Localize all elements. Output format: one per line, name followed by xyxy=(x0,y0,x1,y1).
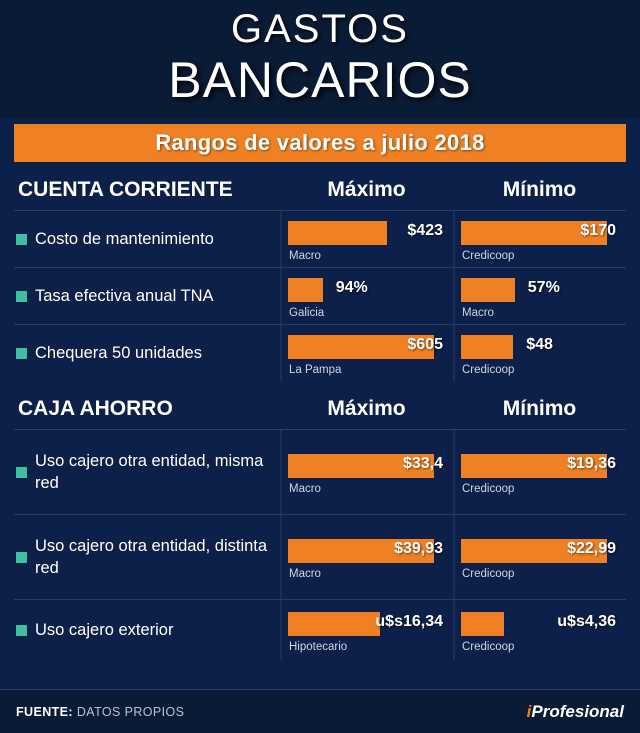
section-spacer xyxy=(0,381,640,389)
bar-value-max: $423 xyxy=(407,222,443,239)
bar-min xyxy=(461,278,515,302)
bar-value-max: 94% xyxy=(335,279,368,296)
row-label-cell xyxy=(14,268,280,324)
subtitle-text: Rangos de valores a julio 2018 xyxy=(155,130,485,155)
row-label-cell xyxy=(14,600,280,660)
column-header-max: Máximo xyxy=(327,397,406,420)
row-label: Uso cajero otra entidad, misma red xyxy=(35,452,264,492)
page-title-line1: GASTOS xyxy=(231,7,409,51)
brand-logo-i: i xyxy=(526,701,532,721)
bar-source-max: Macro xyxy=(289,568,321,580)
table-row xyxy=(14,325,626,381)
bar-value-min: $48 xyxy=(526,336,553,353)
bar-value-max: $33,4 xyxy=(402,455,443,472)
header xyxy=(0,0,640,118)
bar-container xyxy=(461,334,620,360)
bullet-icon xyxy=(16,467,27,478)
row-min-cell xyxy=(453,600,626,660)
section-rows-caja-ahorro xyxy=(14,430,626,660)
bullet-icon xyxy=(16,625,27,636)
bar-source-min: Credicoop xyxy=(462,364,515,376)
table-row xyxy=(14,600,626,660)
table-row xyxy=(14,268,626,325)
row-min-cell xyxy=(453,211,626,267)
bar-source-min: Credicoop xyxy=(462,568,515,580)
row-label: Costo de mantenimiento xyxy=(35,230,214,248)
row-max-cell xyxy=(280,430,453,514)
row-label-cell xyxy=(14,325,280,381)
table-row xyxy=(14,211,626,268)
band-spacer xyxy=(0,162,640,170)
bar-max xyxy=(288,221,387,245)
bar-value-max: u$s16,34 xyxy=(375,613,443,630)
brand-logo-rest: Profesional xyxy=(531,701,624,721)
bar-container xyxy=(461,453,620,479)
bar-source-min: Credicoop xyxy=(462,250,515,262)
bar-container xyxy=(288,277,447,303)
row-label-cell xyxy=(14,211,280,267)
source-note xyxy=(16,705,184,719)
row-label-cell xyxy=(14,515,280,599)
bar-source-max: Galicia xyxy=(289,307,325,319)
source-value: DATOS PROPIOS xyxy=(76,704,185,719)
table-row xyxy=(14,515,626,600)
row-min-cell xyxy=(453,515,626,599)
bar-container xyxy=(288,220,447,246)
table-row xyxy=(14,430,626,515)
section-rows-cuenta-corriente xyxy=(14,211,626,381)
bar-source-max: Macro xyxy=(289,483,321,495)
row-max-cell xyxy=(280,211,453,267)
section-title: CAJA AHORRO xyxy=(18,397,173,420)
bar-container xyxy=(288,538,447,564)
bar-min xyxy=(461,612,504,636)
source-label: FUENTE: xyxy=(16,704,73,719)
subtitle-band xyxy=(14,124,626,162)
bar-min xyxy=(461,335,513,359)
row-min-cell xyxy=(453,430,626,514)
bar-value-max: $605 xyxy=(407,336,443,353)
bar-value-min: $22,99 xyxy=(567,540,616,557)
bar-source-max: Hipotecario xyxy=(289,641,348,653)
section-title: CUENTA CORRIENTE xyxy=(18,178,233,201)
row-max-cell xyxy=(280,325,453,381)
row-max-cell xyxy=(280,268,453,324)
row-min-cell xyxy=(453,268,626,324)
section-header-cuenta-corriente xyxy=(14,170,626,211)
row-label-cell xyxy=(14,430,280,514)
bar-max xyxy=(288,278,323,302)
bar-source-min: Credicoop xyxy=(462,641,515,653)
row-label: Uso cajero otra entidad, distinta red xyxy=(35,537,268,577)
bullet-icon xyxy=(16,234,27,245)
bar-max xyxy=(288,612,380,636)
row-label: Uso cajero exterior xyxy=(35,621,174,639)
bullet-icon xyxy=(16,552,27,563)
bullet-icon xyxy=(16,291,27,302)
bar-value-min: $19,36 xyxy=(567,455,616,472)
column-header-max: Máximo xyxy=(327,178,406,201)
brand-logo xyxy=(527,702,624,722)
bar-container xyxy=(461,220,620,246)
bar-source-min: Macro xyxy=(462,307,494,319)
bullet-icon xyxy=(16,348,27,359)
bar-container xyxy=(288,453,447,479)
bar-container xyxy=(461,277,620,303)
footer xyxy=(0,689,640,733)
bar-container xyxy=(461,611,620,637)
page-title-line2: BANCARIOS xyxy=(168,52,472,108)
bar-container xyxy=(288,611,447,637)
column-header-min: Mínimo xyxy=(502,178,577,201)
row-min-cell xyxy=(453,325,626,381)
bar-source-max: Macro xyxy=(289,250,321,262)
row-label: Chequera 50 unidades xyxy=(35,344,202,362)
bar-value-min: u$s4,36 xyxy=(557,613,616,630)
bar-container xyxy=(288,334,447,360)
section-header-caja-ahorro xyxy=(14,389,626,430)
column-header-min: Mínimo xyxy=(502,397,577,420)
bar-container xyxy=(461,538,620,564)
bar-source-min: Credicoop xyxy=(462,483,515,495)
bar-value-min: 57% xyxy=(527,279,560,296)
bar-source-max: La Pampa xyxy=(289,364,342,376)
bar-value-min: $170 xyxy=(580,222,616,239)
row-label: Tasa efectiva anual TNA xyxy=(35,287,214,305)
bar-value-max: $39,93 xyxy=(394,540,443,557)
row-max-cell xyxy=(280,515,453,599)
row-max-cell xyxy=(280,600,453,660)
